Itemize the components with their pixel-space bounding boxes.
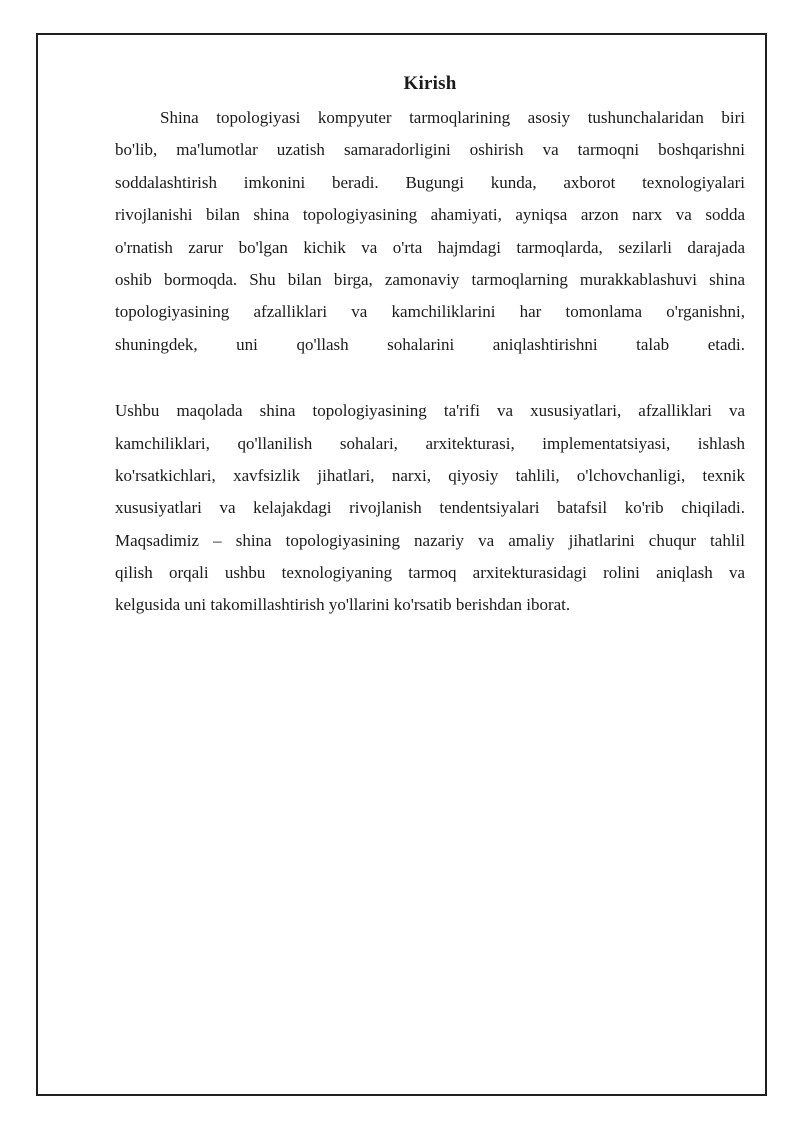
- text-line: xususiyatlari va kelajakdagi rivojlanish tendentsiyalari batafsil ko'rib chiqiladi.: [115, 498, 745, 518]
- paragraph-2: [115, 395, 745, 622]
- text-line: oshib bormoqda. Shu bilan birga, zamonaviy tarmoqlarning murakkablashuvi shina: [115, 269, 745, 289]
- text-line: Maqsadimiz – shina topologiyasining nazariy va amaliy jihatlarini chuqur tahlil: [115, 530, 745, 550]
- text-line: topologiyasining afzalliklari va kamchiliklarini har tomonlama o'rganishni,: [115, 302, 745, 322]
- text-line: rivojlanishi bilan shina topologiyasining ahamiyati, ayniqsa arzon narx va sodda: [115, 205, 745, 225]
- text-line: bo'lib, ma'lumotlar uzatish samaradorligini oshirish va tarmoqni boshqarishni: [115, 140, 745, 160]
- text-line: Ushbu maqolada shina topologiyasining ta'rifi va xususiyatlari, afzalliklari va: [115, 401, 745, 421]
- text-line: o'rnatish zarur bo'lgan kichik va o'rta hajmdagi tarmoqlarda, sezilarli darajada: [115, 237, 745, 257]
- text-line: ko'rsatkichlari, xavfsizlik jihatlari, narxi, qiyosiy tahlili, o'lchovchanligi, texnik: [115, 465, 745, 485]
- section-title: Kirish: [403, 73, 457, 94]
- text-line: soddalashtirish imkonini beradi. Bugungi kunda, axborot texnologiyalari: [115, 172, 745, 192]
- text-line: Shina topologiyasi kompyuter tarmoqlarining asosiy tushunchalaridan biri: [160, 108, 745, 127]
- text-line: kelgusida uni takomillashtirish yo'llarini ko'rsatib berishdan iborat.: [115, 595, 571, 615]
- paragraph-1: [115, 102, 745, 361]
- text-line: kamchiliklari, qo'llanilish sohalari, arxitekturasi, implementatsiyasi, ishlash: [115, 433, 745, 453]
- text-line: qilish orqali ushbu texnologiyaning tarmoq arxitekturasidagi rolini aniqlash va: [115, 563, 745, 583]
- text-line: shuningdek, uni qo'llash sohalarini aniqlashtirishni talab etadi.: [115, 334, 745, 354]
- document-content: [115, 71, 745, 622]
